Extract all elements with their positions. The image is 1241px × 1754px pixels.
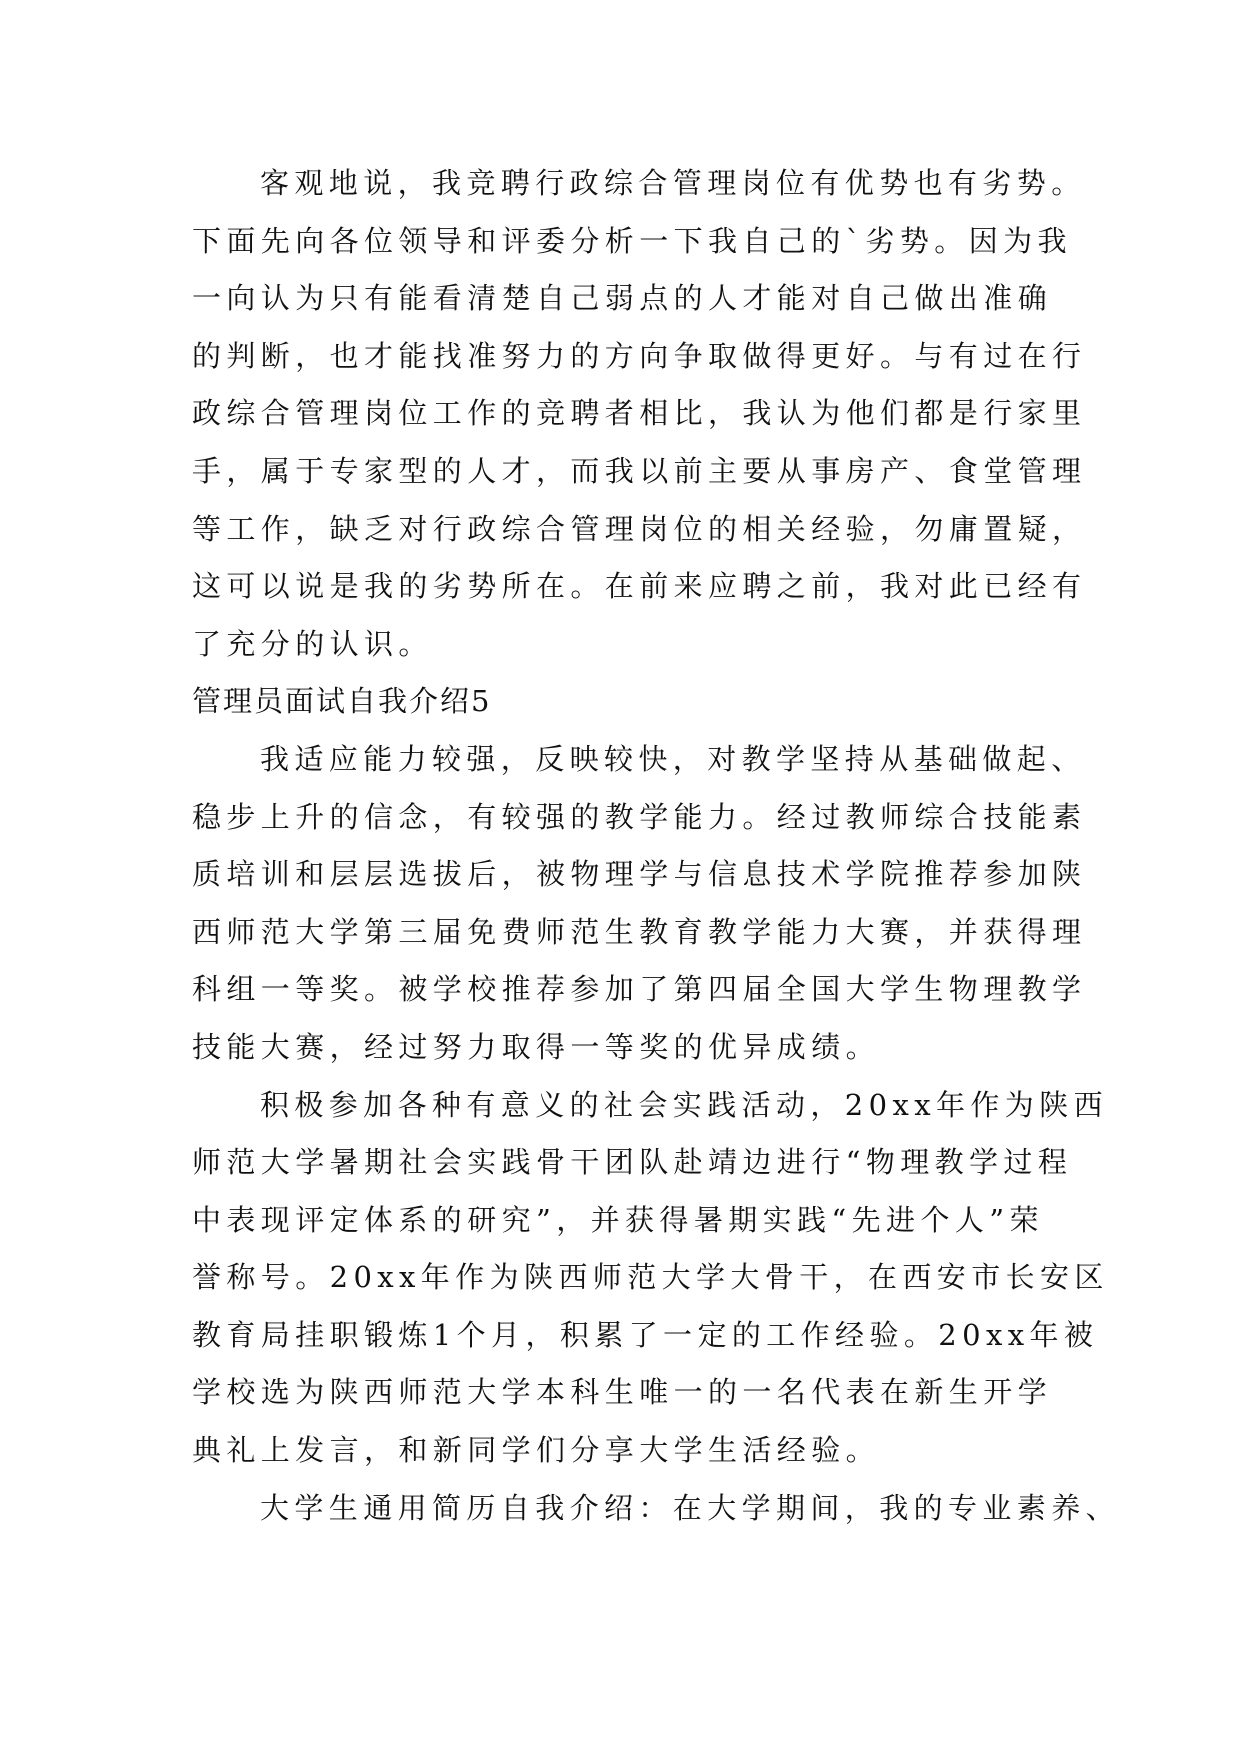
- text-line: 师范大学暑期社会实践骨干团队赴靖边进行“物理教学过程: [192, 1145, 1073, 1180]
- text-line: 政综合管理岗位工作的竞聘者相比，我认为他们都是行家里: [192, 396, 1087, 431]
- text-line: 积极参加各种有意义的社会实践活动，20xx年作为陕西: [260, 1087, 1109, 1122]
- text-line: 典礼上发言，和新同学们分享大学生活经验。: [192, 1433, 881, 1468]
- text-line: 学校选为陕西师范大学本科生唯一的一名代表在新生开学: [192, 1375, 1053, 1410]
- text-line: 科组一等奖。被学校推荐参加了第四届全国大学生物理教学: [192, 972, 1087, 1007]
- paragraph-2: [192, 731, 1087, 1077]
- paragraph-3: [192, 1077, 1109, 1480]
- text-line: 的判断，也才能找准努力的方向争取做得更好。与有过在行: [192, 338, 1087, 373]
- text-line: 技能大赛，经过努力取得一等奖的优异成绩。: [192, 1029, 881, 1064]
- text-line: 中表现评定体系的研究”，并获得暑期实践“先进个人”荣: [192, 1202, 1044, 1237]
- text-line: 下面先向各位领导和评委分析一下我自己的`劣势。因为我: [192, 223, 1072, 258]
- text-line: 我适应能力较强，反映较快，对教学坚持从基础做起、: [260, 741, 1086, 776]
- text-line: 誉称号。20xx年作为陕西师范大学大骨干，在西安市长安区: [192, 1260, 1109, 1295]
- text-line: 稳步上升的信念，有较强的教学能力。经过教师综合技能素: [192, 799, 1087, 834]
- document-page: [192, 155, 1121, 1537]
- paragraph-1: [192, 155, 1087, 673]
- text-line: 客观地说，我竞聘行政综合管理岗位有优势也有劣势。: [260, 166, 1086, 200]
- paragraph-4: [192, 1480, 1121, 1538]
- section-heading: 管理员面试自我介绍5: [192, 684, 492, 719]
- text-line: 西师范大学第三届免费师范生教育教学能力大赛，并获得理: [192, 914, 1087, 949]
- text-line: 教育局挂职锻炼1个月，积累了一定的工作经验。20xx年被: [192, 1317, 1099, 1352]
- text-line: 了充分的认识。: [192, 626, 433, 661]
- text-line: 一向认为只有能看清楚自己弱点的人才能对自己做出准确: [192, 281, 1053, 316]
- text-line: 大学生通用简历自我介绍：在大学期间，我的专业素养、: [260, 1490, 1121, 1525]
- text-line: 等工作，缺乏对行政综合管理岗位的相关经验，勿庸置疑，: [192, 511, 1087, 546]
- text-line: 质培训和层层选拔后，被物理学与信息技术学院推荐参加陕: [192, 857, 1087, 892]
- text-line: 这可以说是我的劣势所在。在前来应聘之前，我对此已经有: [192, 569, 1087, 604]
- text-line: 手，属于专家型的人才，而我以前主要从事房产、食堂管理: [192, 453, 1087, 488]
